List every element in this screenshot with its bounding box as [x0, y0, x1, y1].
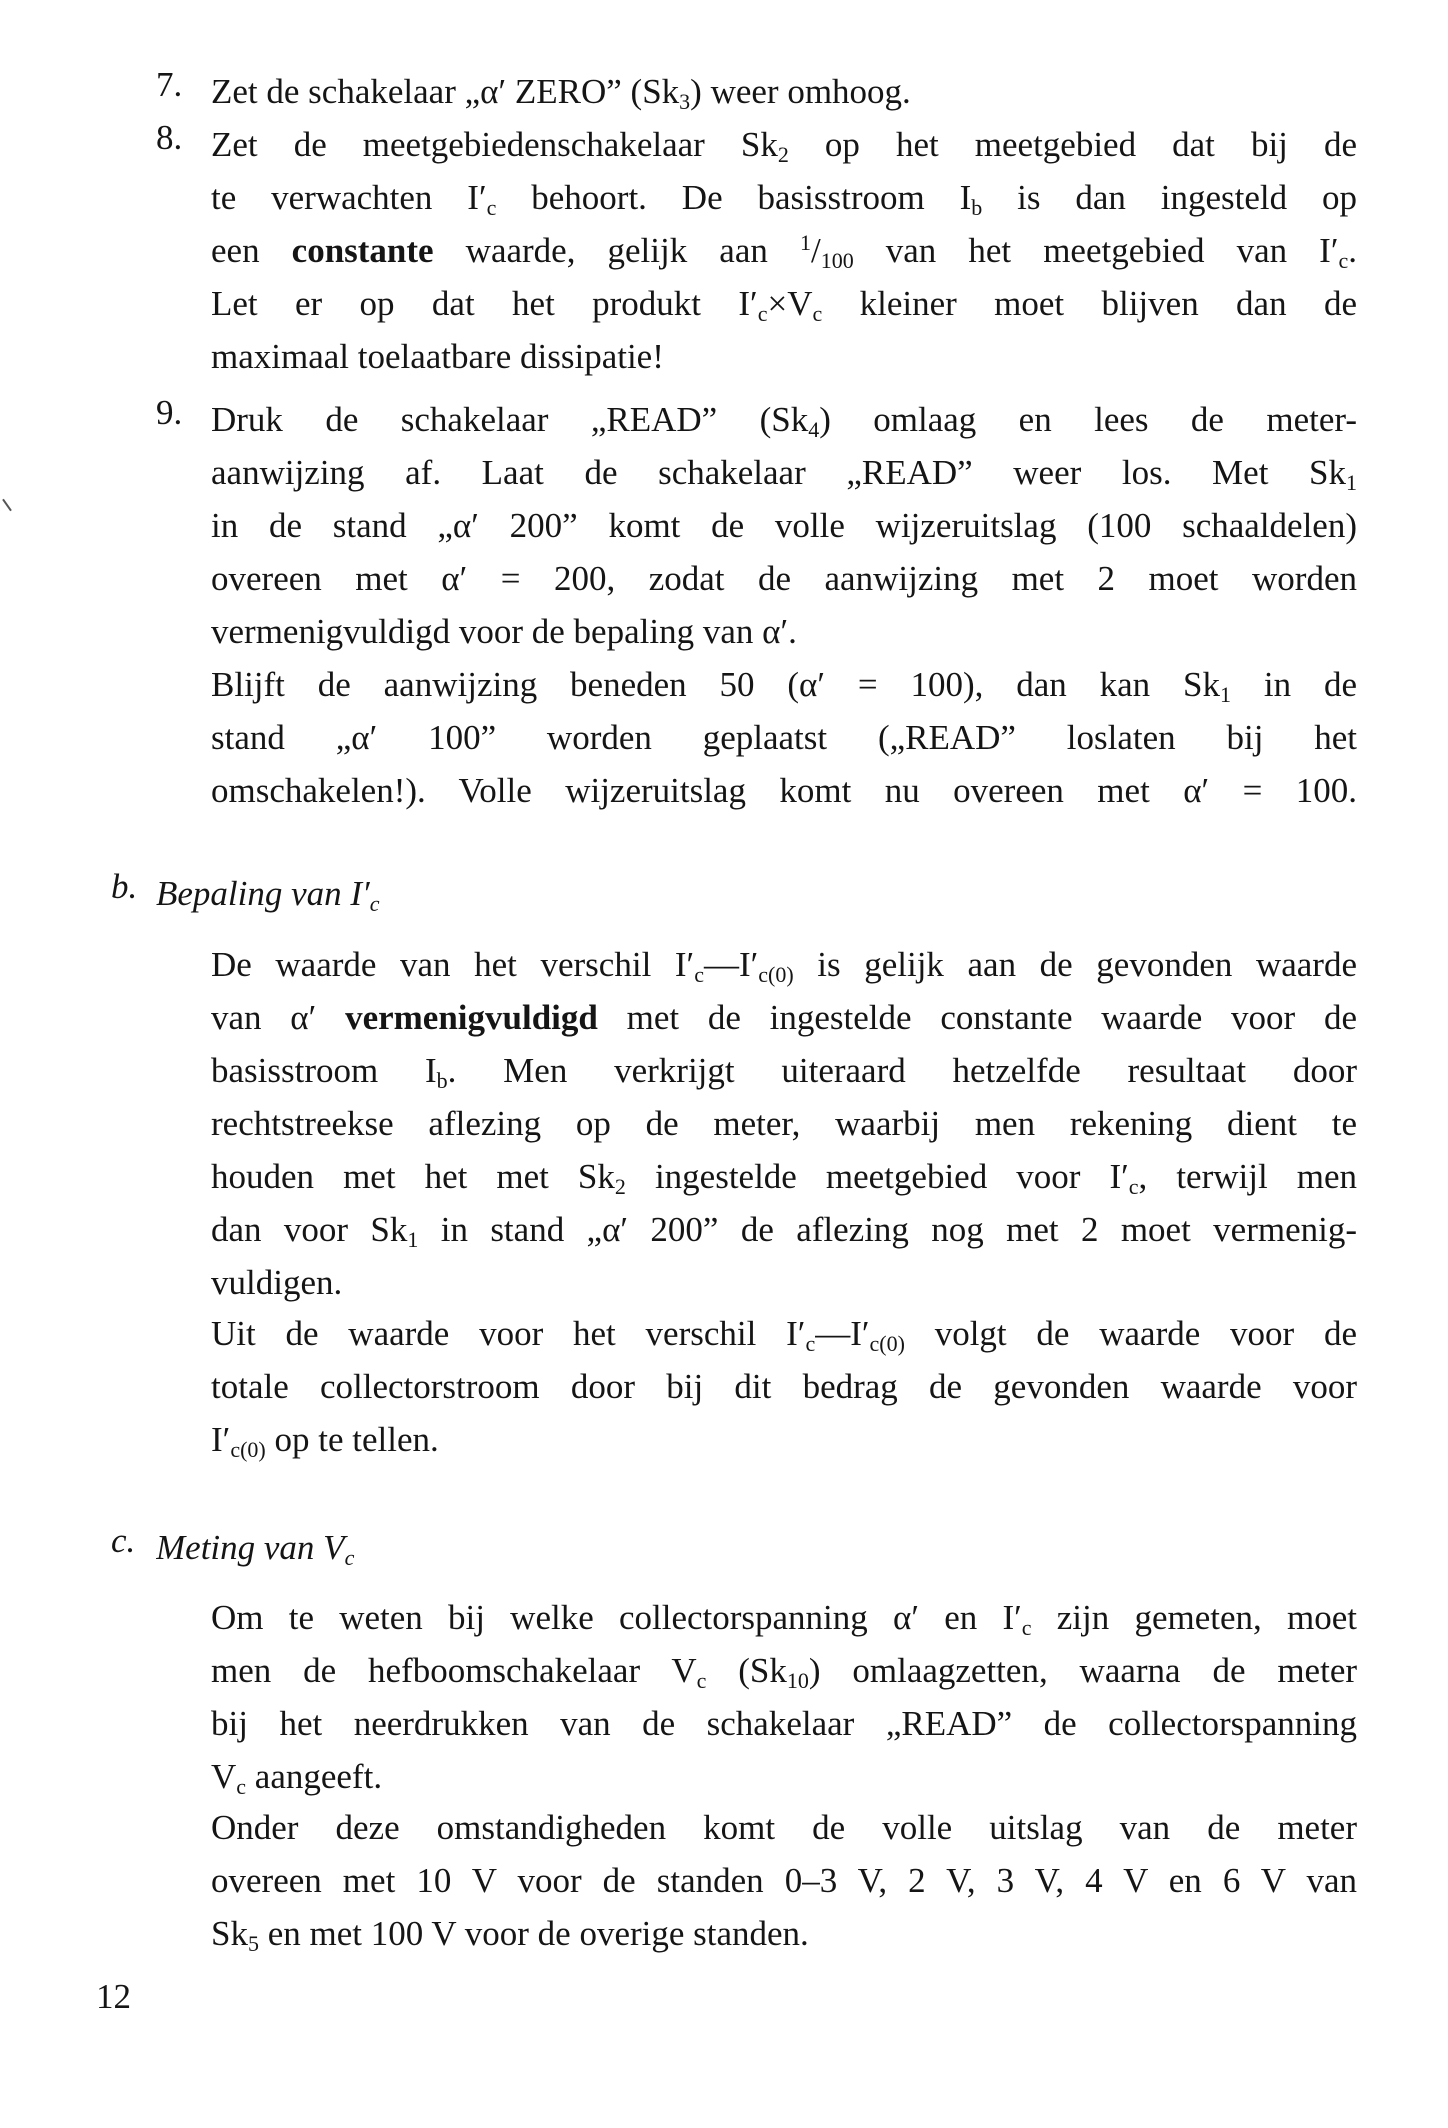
text-line [211, 330, 1357, 383]
text-line [211, 1591, 1357, 1644]
section-b-paragraph-2 [211, 1307, 1357, 1466]
list-item-9 [211, 393, 1357, 817]
text-line [211, 1644, 1357, 1697]
scan-mark [2, 499, 12, 512]
subscript-text: c [1021, 1615, 1032, 1640]
text-run: en met 100 V voor de overige standen. [258, 1914, 809, 1953]
subscript-text: 2 [777, 142, 789, 167]
subscript-text: 3 [679, 89, 691, 114]
text-line [211, 764, 1357, 817]
text-run: I′ [211, 1420, 231, 1459]
text-run: stand „α′ 100” worden geplaatst („READ” loslaten bij het [211, 718, 1357, 757]
text-run: ) omlaagzetten, waarna de meter [808, 1651, 1357, 1690]
subscript-text: c [805, 1331, 816, 1356]
text-line [211, 1256, 1357, 1309]
text-line [211, 65, 1357, 118]
section-b-paragraph-1 [211, 938, 1357, 1309]
subscript-text: c [236, 1774, 247, 1799]
item-number: 8. [156, 118, 183, 157]
text-line [211, 1307, 1357, 1360]
subscript-text: c [486, 195, 497, 220]
subscript-text: 100 [820, 248, 854, 273]
text-line [211, 1360, 1357, 1413]
heading-line [156, 867, 1302, 920]
superscript-text: 1 [799, 230, 811, 255]
subscript-text: c [1338, 248, 1349, 273]
text-line [211, 711, 1357, 764]
text-run: Bepaling van I′ [156, 874, 370, 913]
text-run: een [211, 231, 292, 270]
subscript-text: 5 [247, 1931, 259, 1956]
text-run: . [1348, 231, 1357, 270]
list-item-8 [211, 118, 1357, 383]
heading-line [156, 1521, 1302, 1574]
text-run: De waarde van het verschil I′ [211, 945, 695, 984]
text-run: dan voor Sk [211, 1210, 408, 1249]
text-run: ) omlaag en lees de meter- [819, 400, 1357, 439]
text-run: Onder deze omstandigheden komt de volle uitslag van de meter [211, 1808, 1357, 1847]
text-line [211, 552, 1357, 605]
text-run: —I′ [815, 1314, 870, 1353]
text-run: aanwijzing af. Laat de schakelaar „READ” weer los. Met Sk [211, 453, 1346, 492]
bold-text: constante [291, 231, 434, 270]
text-run: vuldigen. [211, 1263, 343, 1302]
subscript-text: c [344, 1545, 355, 1570]
text-run: van het meetgebied van I′ [853, 231, 1339, 270]
subscript-text: c [812, 301, 823, 326]
text-run: ×V [767, 284, 813, 323]
section-heading-c [156, 1521, 1302, 1574]
text-run: Druk de schakelaar „READ” (Sk [211, 400, 809, 439]
text-run: —I′ [703, 945, 759, 984]
text-run: met de ingestelde constante waarde voor de [597, 998, 1357, 1037]
text-run: van α′ [211, 998, 346, 1037]
subscript-text: 2 [614, 1174, 626, 1199]
text-run: houden met het met Sk [211, 1157, 615, 1196]
text-line [211, 224, 1357, 277]
text-line [211, 938, 1357, 991]
text-run: is dan ingesteld op [982, 178, 1357, 217]
text-run: (Sk [706, 1651, 787, 1690]
text-run: men de hefboomschakelaar V [211, 1651, 697, 1690]
subscript-text: c(0) [230, 1437, 266, 1462]
text-run: is gelijk aan de gevonden waarde [793, 945, 1357, 984]
text-run: overeen met α′ = 200, zodat de aanwijzing met 2 moet worden [211, 559, 1357, 598]
subscript-text: c [757, 301, 768, 326]
text-run: / [810, 231, 821, 270]
section-letter: b. [111, 867, 138, 906]
subscript-text: c(0) [869, 1331, 905, 1356]
text-line [211, 1203, 1357, 1256]
text-run: Blijft de aanwijzing beneden 50 (α′ = 100), dan kan Sk [211, 665, 1221, 704]
subscript-text: c [694, 962, 704, 987]
list-item-7 [211, 65, 1357, 118]
subscript-text: b [971, 195, 983, 220]
text-run: zijn gemeten, moet [1031, 1598, 1357, 1637]
text-line [211, 1150, 1357, 1203]
subscript-text: c(0) [758, 962, 794, 987]
text-line [211, 393, 1357, 446]
text-run: Let er op dat het produkt I′ [211, 284, 758, 323]
text-run: behoort. De basisstroom I [496, 178, 972, 217]
text-line [211, 118, 1357, 171]
section-heading-b [156, 867, 1302, 920]
item-number: 7. [156, 65, 183, 104]
text-line [211, 171, 1357, 224]
text-run: basisstroom I [211, 1051, 437, 1090]
text-line [211, 446, 1357, 499]
text-run: rechtstreekse aflezing op de meter, waarbij men rekening dient te [211, 1104, 1357, 1143]
text-run: ingestelde meetgebied voor I′ [625, 1157, 1129, 1196]
text-run: maximaal toelaatbare dissipatie! [211, 337, 664, 376]
text-run: Zet de schakelaar „α′ ZERO” (Sk [211, 72, 680, 111]
text-run: Sk [211, 1914, 248, 1953]
page-number: 12 [96, 1977, 131, 2016]
text-line [211, 1854, 1357, 1907]
text-run: totale collectorstroom door bij dit bedrag de gevonden waarde voor [211, 1367, 1357, 1406]
text-run: in de [1231, 665, 1357, 704]
text-run: Zet de meetgebiedenschakelaar Sk [211, 125, 778, 164]
text-line [211, 277, 1357, 330]
text-line [211, 1697, 1357, 1750]
subscript-text: 1 [1220, 682, 1232, 707]
text-run: in de stand „α′ 200” komt de volle wijzeruitslag (100 schaaldelen) [211, 506, 1357, 545]
text-run: Meting van V [156, 1528, 345, 1567]
subscript-text: 1 [407, 1227, 419, 1252]
text-run: vermenigvuldigd voor de bepaling van α′. [211, 612, 797, 651]
subscript-text: c [696, 1668, 707, 1693]
text-run: overeen met 10 V voor de standen 0–3 V, 2 V, 3 V, 4 V en 6 V van [211, 1861, 1357, 1900]
subscript-text: b [436, 1068, 448, 1093]
text-line [211, 605, 1357, 658]
text-run: op het meetgebied dat bij de [788, 125, 1357, 164]
text-line [211, 1801, 1357, 1854]
text-run: . Men verkrijgt uiteraard hetzelfde resultaat door [447, 1051, 1357, 1090]
text-line [211, 658, 1357, 711]
text-line [211, 499, 1357, 552]
text-run: te verwachten I′ [211, 178, 487, 217]
text-line [211, 1750, 1357, 1803]
text-line [211, 1097, 1357, 1150]
text-run: op te tellen. [265, 1420, 439, 1459]
text-run: kleiner moet blijven dan de [822, 284, 1357, 323]
text-run: bij het neerdrukken van de schakelaar „READ” de collectorspanning [211, 1704, 1357, 1743]
section-c-paragraph-1 [211, 1591, 1357, 1803]
section-letter: c. [111, 1521, 136, 1560]
text-line [211, 1044, 1357, 1097]
text-line [211, 1413, 1357, 1466]
text-run: aangeeft. [246, 1757, 383, 1796]
text-run: waarde, gelijk aan [433, 231, 800, 270]
text-run: ) weer omhoog. [690, 72, 911, 111]
text-run: V [211, 1757, 237, 1796]
bold-text: vermenigvuldigd [345, 998, 598, 1037]
section-c-paragraph-2 [211, 1801, 1357, 1960]
item-number: 9. [156, 393, 183, 432]
text-run: volgt de waarde voor de [904, 1314, 1357, 1353]
subscript-text: 1 [1346, 470, 1357, 495]
text-run: Om te weten bij welke collectorspanning α′ en I′ [211, 1598, 1022, 1637]
subscript-text: 4 [808, 417, 820, 442]
subscript-text: c [1128, 1174, 1139, 1199]
text-line [211, 1907, 1357, 1960]
text-run: omschakelen!). Volle wijzeruitslag komt nu overeen met α′ = 100. [211, 771, 1357, 810]
text-run: in stand „α′ 200” de aflezing nog met 2 moet vermenig- [418, 1210, 1357, 1249]
subscript-text: 10 [786, 1668, 809, 1693]
text-run: Uit de waarde voor het verschil I′ [211, 1314, 806, 1353]
text-line [211, 991, 1357, 1044]
text-run: , terwijl men [1138, 1157, 1357, 1196]
subscript-text: c [369, 891, 380, 916]
